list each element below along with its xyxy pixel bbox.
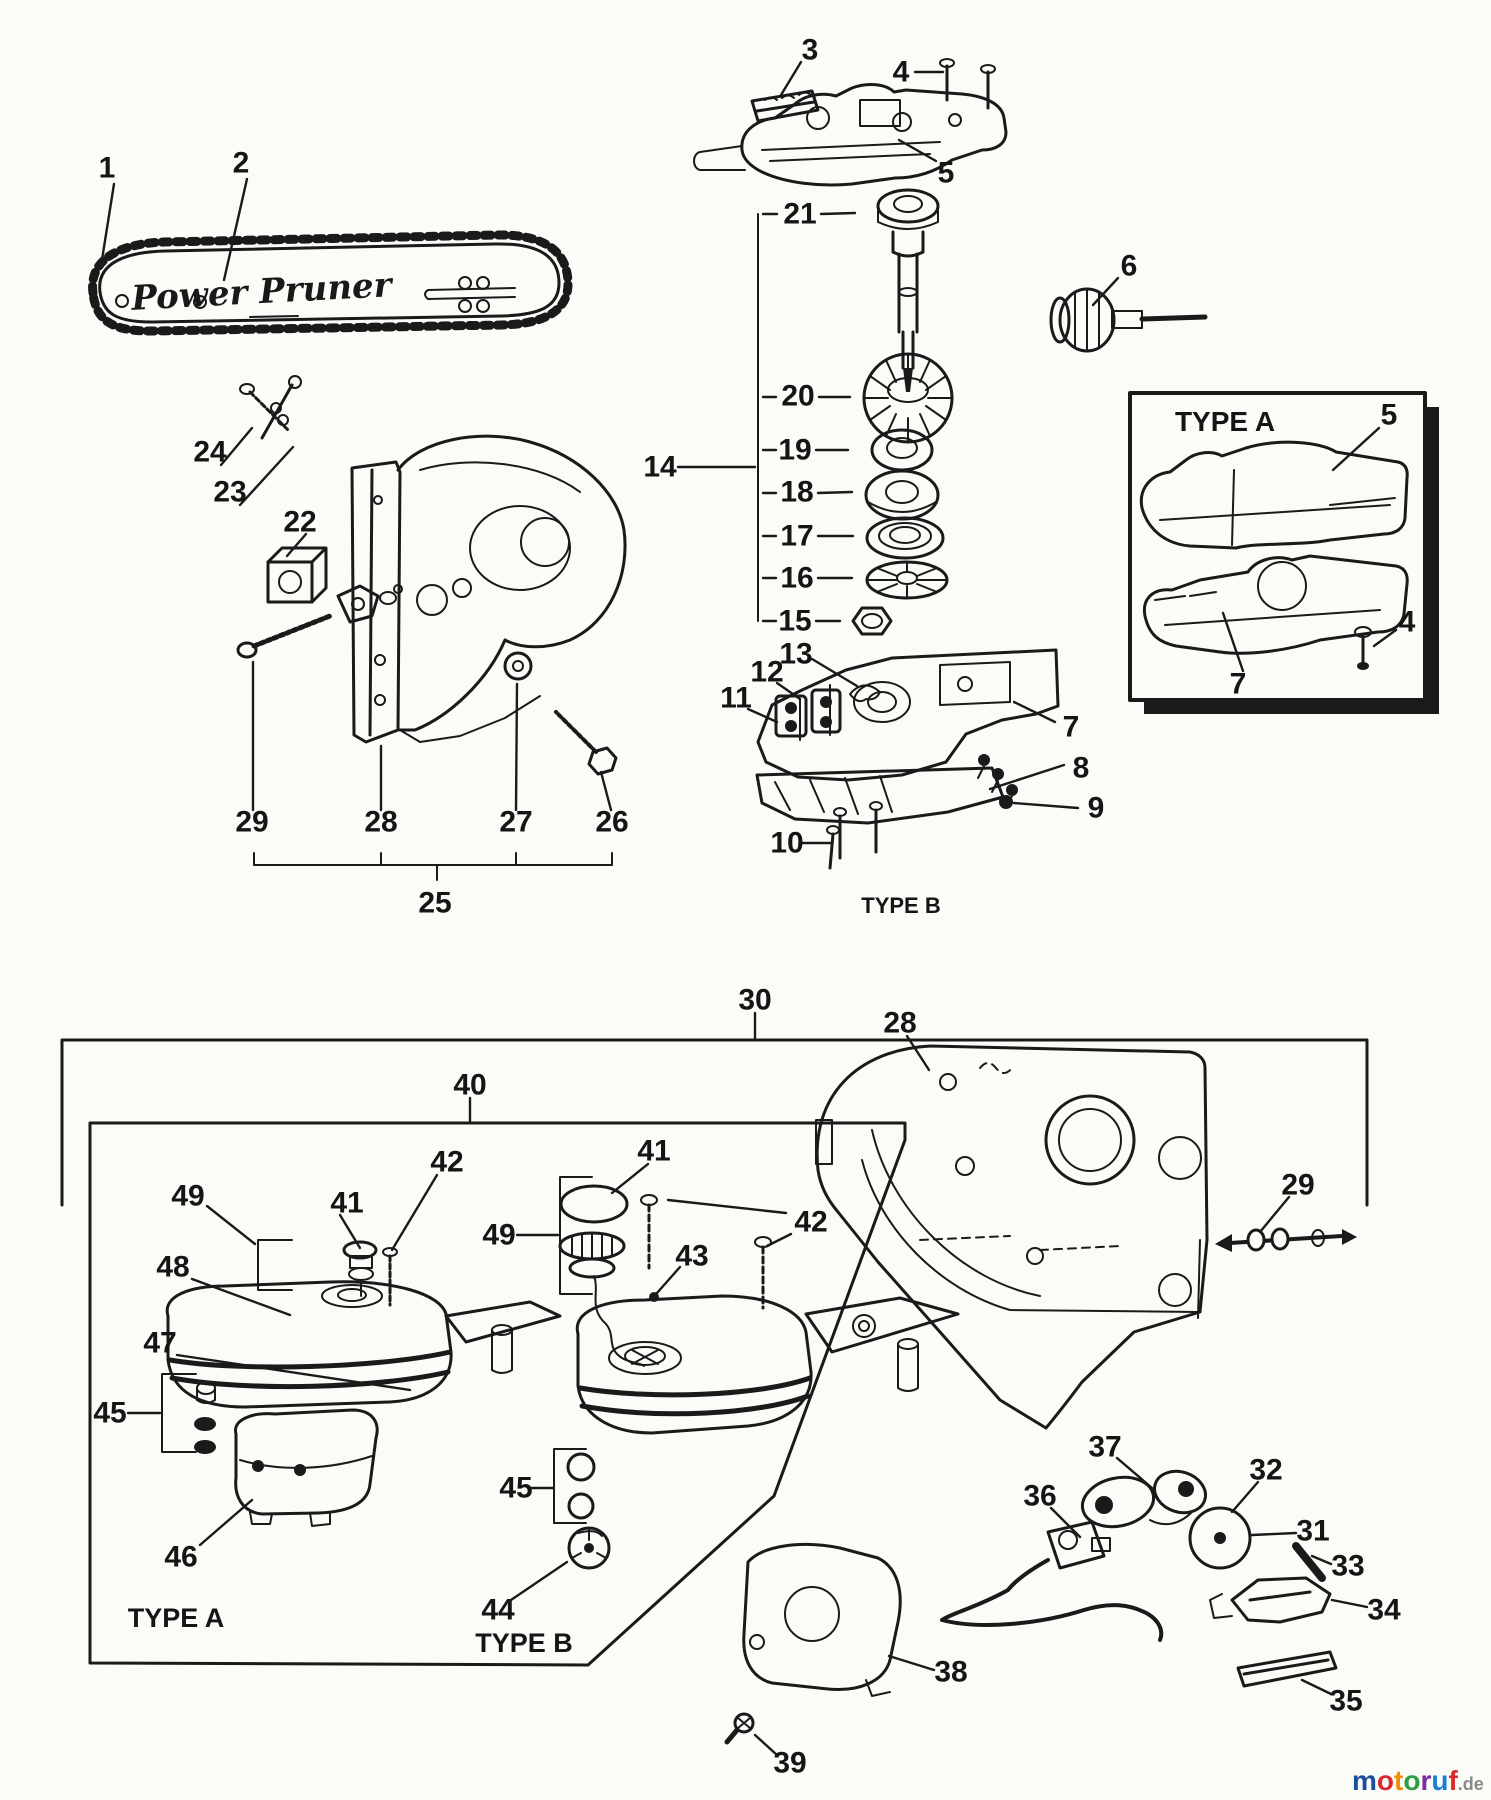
fuel-tank-b-group [475,1177,958,1658]
side-case-28-part [352,436,625,742]
part-label-6: 6 [1120,249,1138,283]
part-label-43: 43 [675,1239,709,1273]
part-label-44: 44 [481,1593,515,1627]
type-a-inset [1130,393,1439,714]
oiler-group [942,1522,1161,1640]
part-label-45a: 45 [93,1396,127,1430]
washer-19 [872,430,932,470]
part-label-19: 19 [778,433,812,467]
part-label-13: 13 [779,637,813,671]
part-label-9: 9 [1087,791,1105,825]
part-label-28b: 28 [883,1006,917,1040]
leader-line [1014,803,1078,808]
part-label-29a: 29 [235,805,269,839]
part-label-11: 11 [720,681,752,715]
cap-44 [569,1528,609,1568]
bearing-21 [878,190,938,229]
part-label-46: 46 [164,1540,198,1574]
drive-coupler-6 [1051,289,1205,351]
spacer-cylinder-b [898,1339,918,1391]
inset-frame [1130,393,1425,700]
inset-title: TYPE A [1174,406,1276,437]
bracket-40-box [90,1123,905,1665]
pin-33 [1296,1546,1322,1578]
part-label-34: 34 [1367,1593,1401,1627]
leader-line [1260,1197,1289,1232]
type-a-tank-label: TYPE A [127,1603,225,1633]
part-label-7b: 7 [1062,710,1080,744]
bearing-18 [866,471,938,519]
covers-group [727,1544,900,1742]
grommet-45b-2 [569,1494,593,1518]
group-brackets [62,1040,1367,1665]
part-label-20: 20 [781,379,815,413]
leader-line [889,1656,934,1670]
drum-31-32 [1190,1508,1250,1568]
inset-shadow-right [1425,407,1439,714]
plate-35 [1238,1652,1336,1686]
part-label-41a: 41 [330,1186,364,1220]
part-label-37: 37 [1088,1430,1122,1464]
gear-case-28 [817,1046,1207,1428]
gearhead-top-group [694,59,1006,185]
part-label-45b: 45 [499,1471,533,1505]
part-label-10: 10 [770,826,804,860]
part-label-12: 12 [750,655,784,689]
leader-line [601,772,611,810]
part-label-21: 21 [783,197,817,231]
part-label-49b: 49 [482,1218,516,1252]
part-label-22: 22 [283,505,317,539]
bevel-gear-20 [864,354,952,442]
leader-line [1014,702,1055,722]
part-label-16: 16 [780,561,814,595]
leader-line [781,62,801,95]
part-label-18: 18 [780,475,814,509]
part-label-48: 48 [156,1250,190,1284]
leader-line [511,1562,567,1600]
leader-line [818,492,852,493]
leader-line [1302,1680,1331,1694]
leader-line [207,1206,255,1244]
gasket-41b [561,1186,627,1222]
leader-line [1232,1482,1258,1512]
seal-17 [867,518,943,558]
part-label-42a: 42 [430,1145,464,1179]
part-label-31: 31 [1296,1514,1330,1548]
part-label-29b: 29 [1281,1168,1315,1202]
screw-42a [383,1248,397,1305]
leader-line [612,1164,648,1193]
leader-line [240,447,293,505]
clutch-group [1078,1465,1336,1686]
part-label-7a: 7 [1229,667,1247,701]
leader-line [392,1175,437,1250]
screw-42b-left [641,1195,657,1268]
leader-line [1117,1458,1152,1488]
nut-15 [853,608,891,634]
inset-shadow-bottom [1144,700,1439,714]
type-b-head-label: TYPE B [861,893,941,918]
part-label-27a: 27 [499,805,533,839]
fan-cover-38 [744,1544,900,1689]
pivot-bolts-23-24 [240,376,301,438]
grommet-45b-1 [568,1454,594,1480]
part-label-4: 4 [892,55,910,89]
block-12 [812,690,840,732]
part-label-17: 17 [780,519,814,553]
gearhead-bottom-group [757,650,1058,918]
part-label-23: 23 [213,475,247,509]
bolt-26-part [556,712,616,774]
leader-line [1312,1556,1331,1564]
part-label-47: 47 [143,1326,177,1360]
fan-washer-16 [867,562,947,598]
screw-9 [999,795,1013,809]
screw-39 [727,1714,753,1742]
part-label-26a: 26 [595,805,629,839]
part-label-28a: 28 [364,805,398,839]
part-label-5: 5 [937,156,955,190]
catcher-34 [1210,1578,1330,1622]
leader-line [516,684,517,810]
bracket-25 [254,853,612,880]
tensioner-29b [1215,1229,1357,1252]
leader-line [1332,1600,1367,1607]
part-label-40: 40 [453,1068,487,1102]
watermark-logo [1352,1765,1484,1796]
part-label-2: 2 [232,146,250,180]
part-label-41b: 41 [637,1134,671,1168]
leader-line [821,213,855,214]
part-label-33: 33 [1331,1549,1365,1583]
part-label-36: 36 [1023,1479,1057,1513]
leader-line [1252,1533,1296,1535]
screws-10 [827,802,882,868]
screw-42b-right [755,1237,771,1308]
part-label-30: 30 [738,983,772,1017]
part-label-15: 15 [778,604,812,638]
part-label-35: 35 [1329,1684,1363,1718]
part-label-49a: 49 [171,1179,205,1213]
mount-plate [446,1302,560,1342]
leader-line [748,709,777,722]
part-label-3: 3 [801,33,819,67]
part-label-39: 39 [773,1746,807,1780]
part-label-4a: 4 [1398,605,1416,639]
leader-line [668,1200,786,1213]
guide-bar-group [93,235,568,331]
fuel-tank-a-group [128,1240,560,1633]
part-label-24: 24 [193,435,227,469]
washer-27-part [505,653,531,679]
clutch-37 [1078,1465,1211,1533]
part-label-8: 8 [1072,751,1090,785]
type-b-tank-label: TYPE B [475,1628,573,1658]
bar-brand-script: Power Pruner [130,265,393,319]
cube-nut-22 [268,548,326,602]
oil-hose [942,1560,1161,1640]
part-label-32: 32 [1249,1453,1283,1487]
part-label-14: 14 [643,450,677,484]
part-label-42b: 42 [794,1205,828,1239]
motoruf-logo-text: motoruf.de [1352,1765,1484,1796]
grommet-kit-45a [194,1382,216,1454]
part-label-5a: 5 [1380,398,1398,432]
part-label-1: 1 [98,151,116,185]
part-label-38: 38 [934,1655,968,1689]
part-label-25: 25 [418,886,452,920]
chain-guard-group [238,376,625,880]
leader-line [200,1500,252,1545]
